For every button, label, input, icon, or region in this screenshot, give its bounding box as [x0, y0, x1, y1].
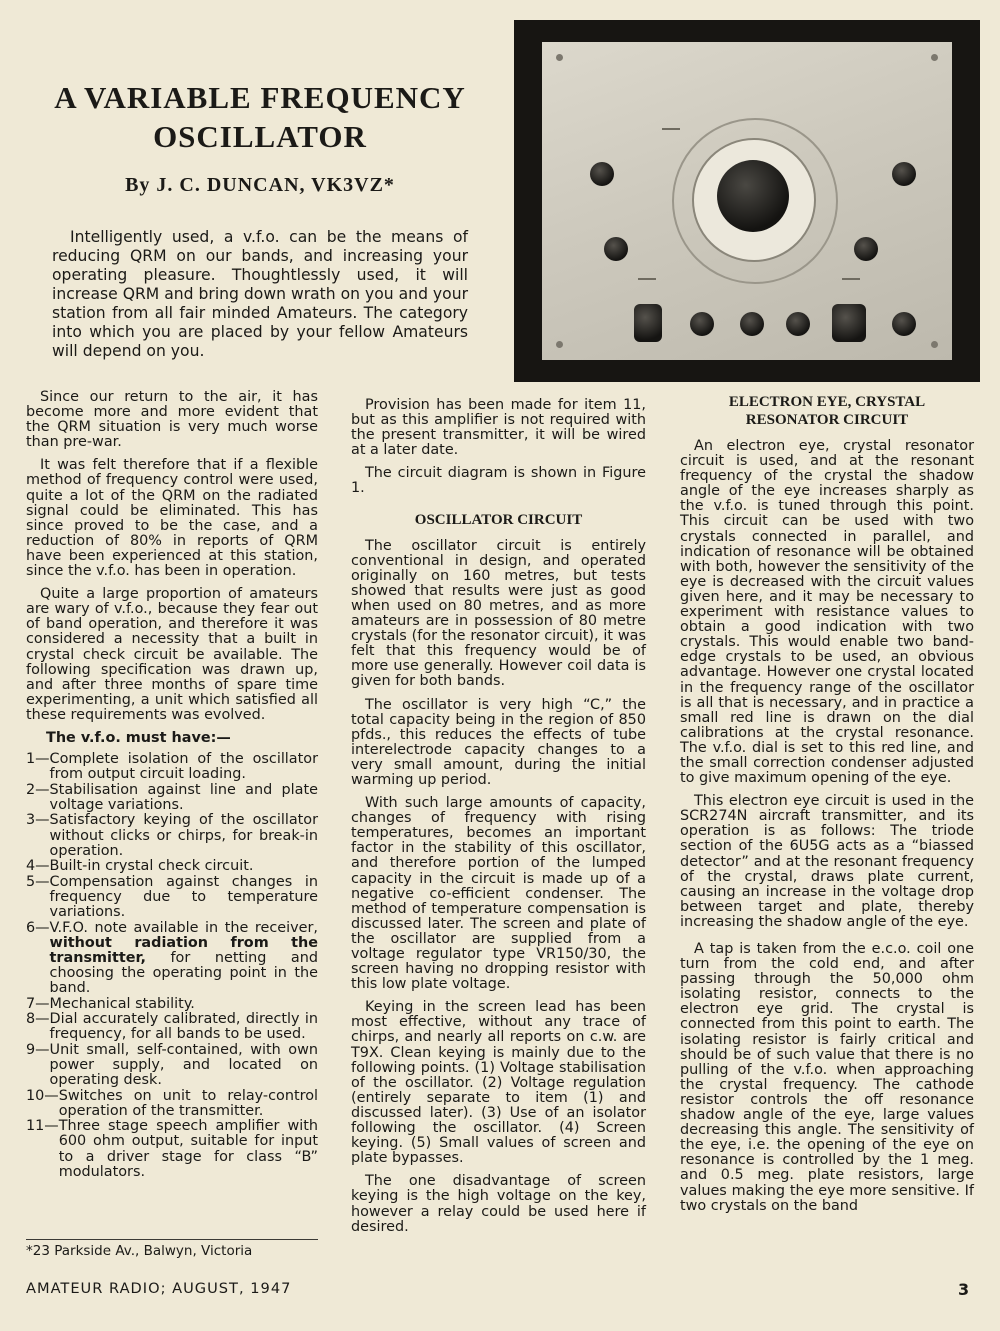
author-footnote: *23 Parkside Av., Balwyn, Victoria [26, 1243, 253, 1259]
item-text-part: for netting and choosing the operating point in the band. [49, 949, 318, 996]
footnote-divider [26, 1239, 318, 1240]
paragraph: This electron eye circuit is used in the SCR274N aircraft transmitter, and its operation is as follows: The triode section of the 6U5G acts as a “biassed detector” and at the resonant frequency of the crystal, draws plate current, causing an increase in the voltage drop between target and plate, thereby increasing the shadow angle of the eye. [680, 793, 974, 930]
selector-switch-knob [832, 304, 866, 342]
list-item [26, 752, 318, 782]
requirements-list [26, 752, 318, 1180]
paragraph: The oscillator is very high “C,” the total capacity being in the region of 850 pfds., this reduces the effects of tube interelectrode capacity changes to a very small amount, during the initial warming up period. [351, 696, 646, 788]
article-intro: Intelligently used, a v.f.o. can be the means of reducing QRM on our bands, and increasing your operating pleasure. Thoughtlessly used, it will increase QRM and bring down wrath on you and your station from all fair minded Amateurs. The category into which you are placed by your fellow Amateurs will depend on you. [52, 228, 468, 360]
panel-screw [556, 341, 563, 348]
list-item [26, 1089, 318, 1119]
list-item [26, 783, 318, 813]
paragraph: The oscillator circuit is entirely conventional in design, and operated originally on 160 metres, but tests showed that results were just as good when used on 80 metres, and as more amateurs are in possession of 80 metre crystals (for the resonator circuit), it was felt that this frequency would be of more use generally. However coil data is given for both bands. [351, 537, 646, 690]
paragraph: It was felt therefore that if a flexible method of frequency control were used, quite a lot of the QRM on the radiated signal could be eliminated. This has since proved to be the case, and a reduction of 80% in reports of QRM have been experienced at this station, since the v.f.o. has been in operation. [26, 457, 318, 580]
band-switch-knob [634, 304, 662, 342]
paragraph: Keying in the screen lead has been most effective, without any trace of chirps, and nearly all reports on c.w. are T9X. Clean keying is mainly due to the following points. (1) Voltage stabilisation of the oscillator. (2) Voltage regulation (entirely separate to item (1) and discussed later). (3) Use of an isolator following the oscillator. (4) Screen keying. (5) Small values of screen and plate bypasses. [351, 999, 646, 1167]
list-item [26, 875, 318, 920]
item-number: 2— [26, 781, 50, 798]
item-text: Built-in crystal check circuit. [49, 858, 254, 875]
item-number: 3— [26, 812, 50, 829]
section-heading: OSCILLATOR CIRCUIT [414, 511, 583, 528]
article-title: A VARIABLE FREQUENCY OSCILLATOR [54, 80, 466, 154]
paragraph: The circuit diagram is shown in Figure 1. [351, 465, 646, 497]
item-number: 7— [26, 995, 50, 1012]
item-text: Satisfactory keying of the oscillator without clicks or chirps, for break-in operation. [49, 812, 318, 859]
requirements-heading: The v.f.o. must have:— [46, 729, 231, 746]
panel-engraving [638, 278, 656, 280]
panel-jack [604, 237, 628, 261]
page-footer [0, 1280, 1000, 1300]
item-text [50, 921, 318, 996]
section-heading: ELECTRON EYE, CRYSTAL RESONATOR CIRCUIT [728, 394, 926, 428]
item-text: Mechanical stability. [49, 995, 195, 1012]
item-text: Stabilisation against line and plate voltage variations. [49, 781, 318, 813]
paragraph: Quite a large proportion of amateurs are wary of v.f.o., because they fear out of band operation, and therefore it was considered a necessity that a built in crystal check circuit be available. The following specification was drawn up, and after three months of spare time experimenting, a unit which satisfied all these requirements was evolved. [26, 586, 318, 723]
paragraph: Provision has been made for item 11, but as this amplifier is not required with the present transmitter, it will be wired at a later date. [351, 397, 646, 459]
panel-engraving [662, 128, 680, 130]
panel-knob [740, 312, 764, 336]
main-tuning-knob [717, 160, 789, 232]
item-text: Dial accurately calibrated, directly in frequency, for all bands to be used. [49, 1011, 318, 1043]
article-byline: By J. C. DUNCAN, VK3VZ* [125, 174, 395, 196]
item-text-emphasis: without radiation from the transmitter, [49, 934, 318, 966]
item-number: 4— [26, 858, 50, 875]
item-number: 1— [26, 751, 50, 768]
panel-knob [690, 312, 714, 336]
column-1 [26, 390, 318, 1180]
panel-knob [786, 312, 810, 336]
panel-knob [892, 312, 916, 336]
list-item [26, 1043, 318, 1088]
paragraph: An electron eye, crystal resonator circuit is used, and at the resonant frequency of the crystal the shadow angle of the eye increases sharply as the v.f.o. is tuned through this point. This circuit can be used with two crystals connected in parallel, and indication of resonance will be obtained with both, however the sensitivity of the eye is decreased with the circuit values given here, and it may be necessary to experiment with resistance values to obtain a good indication with two crystals. This would enable two band-edge crystals to be used, an obvious advantage. However one crystal located in the frequency range of the oscillator is all that is necessary, and in practice a small red line is drawn on the dial calibrations at the crystal resonance. The v.f.o. dial is set to this red line, and the small correction condenser adjusted to give maximum opening of the eye. [680, 438, 974, 787]
list-item [26, 1012, 318, 1042]
list-item [26, 813, 318, 858]
column-3 [680, 393, 974, 1222]
item-text: Unit small, self-contained, with own power supply, and located on operating desk. [49, 1041, 318, 1089]
panel-jack [854, 237, 878, 261]
item-number: 10— [26, 1087, 59, 1104]
page-number: 3 [958, 1280, 971, 1299]
item-text: Three stage speech amplifier with 600 ohm output, suitable for input to a driver stage for class “B” modulators. [58, 1118, 318, 1180]
item-text: Complete isolation of the oscillator from output circuit loading. [49, 751, 318, 783]
item-text: Compensation against changes in frequency due to temperature variations. [49, 873, 318, 920]
vfo-front-panel [542, 42, 952, 360]
item-text: Switches on unit to relay-control operation of the transmitter. [58, 1087, 318, 1119]
panel-screw [931, 341, 938, 348]
panel-screw [556, 54, 563, 61]
panel-jack [892, 162, 916, 186]
list-item [26, 921, 318, 996]
item-number: 8— [26, 1011, 50, 1028]
panel-screw [931, 54, 938, 61]
item-number: 5— [26, 873, 50, 890]
item-number: 9— [26, 1041, 50, 1058]
paragraph: A tap is taken from the e.c.o. coil one turn from the cold end, and after passing through the 50,000 ohm isolating resistor, connects to the electron eye grid. The crystal is connected from this point to earth. The isolating resistor is fairly critical and should be of such value that there is no pulling of the v.f.o. when approaching the crystal frequency. The cathode resistor controls the off resonance shadow angle of the eye, large values decreasing this angle. The sensitivity of the eye, i.e. the opening of the eye on resonance is controlled by the 1 meg. and 0.5 meg. plate resistors, large values making the eye more sensitive. If two crystals on the band [680, 941, 974, 1214]
paragraph: The one disadvantage of screen keying is the high voltage on the key, however a relay could be used here if desired. [351, 1173, 646, 1235]
panel-jack [590, 162, 614, 186]
list-item [26, 1119, 318, 1179]
panel-engraving [842, 278, 860, 280]
list-item [26, 997, 318, 1012]
item-number: 6— [26, 919, 50, 936]
paragraph: Since our return to the air, it has become more and more evident that the QRM situation is very much worse than pre-war. [26, 389, 318, 451]
magazine-issue: AMATEUR RADIO; AUGUST, 1947 [26, 1280, 292, 1297]
item-number: 11— [26, 1118, 59, 1135]
item-text-part: V.F.O. note available in the receiver, [49, 919, 318, 936]
vfo-photo [514, 20, 980, 382]
column-2 [351, 398, 646, 1243]
list-item [26, 859, 318, 874]
paragraph: With such large amounts of capacity, changes of frequency with rising temperatures, becomes an important factor in the stability of this oscillator, and therefore portion of the lumped capacity in the circuit is made up of a negative co-efficient condenser. The method of temperature compensation is discussed later. The screen and plate of the oscillator are supplied from a voltage regulator type VR150/30, the screen having no dropping resistor with this low plate voltage. [351, 795, 646, 993]
